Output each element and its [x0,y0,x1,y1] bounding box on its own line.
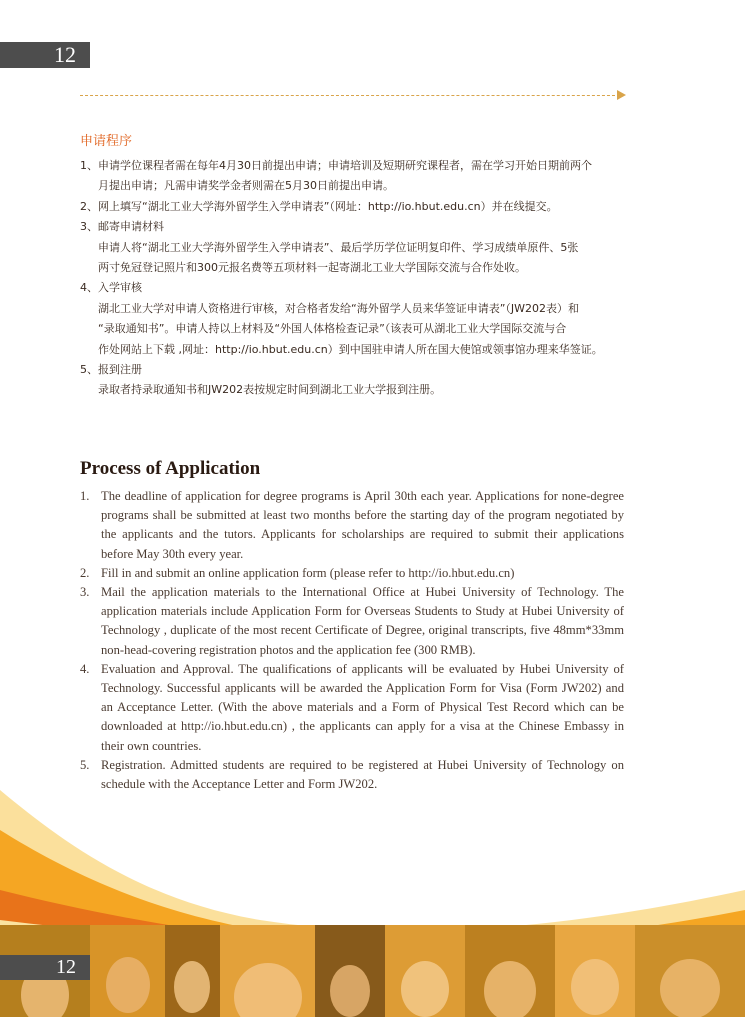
item-number: 4. [80,661,90,676]
chinese-line: 2、网上填写“湖北工业大学海外留学生入学申请表”（网址：http://io.hbut.edu.cn）并在线提交。 [80,199,558,213]
item-text: Registration. Admitted students are required to be registered at Hubei University of Technology on schedule with the Acceptance Letter and Form JW202. [101,757,624,792]
english-list-item [80,660,640,756]
student-photo-strip [0,925,745,1017]
item-text: Fill in and submit an online application form (please refer to http://io.hbut.edu.cn) [101,565,515,580]
english-section-title: Process of Application [80,458,261,479]
item-number: 3. [80,585,90,600]
item-text: The deadline of application for degree programs is April 30th each year. Applications for none-degree programs shall be submitted at least two months before the starting day of the program negotiated by the applicants and the tutors. Applicants for scholarships are required to submit their applications before May 30th every year. [101,489,624,561]
page-number-tab [0,42,90,68]
item-number: 2. [80,565,90,580]
dashed-divider [80,95,620,96]
chinese-line: “录取通知书”。申请人持以上材料及“外国人体格检查记录”（该表可从湖北工业大学国际交流与合 [98,322,567,336]
chinese-section-title: 申请程序 [80,134,133,149]
english-application-procedure [80,457,640,794]
english-list-item [80,583,640,660]
chinese-line: 4、入学审核 [80,281,142,295]
english-list-item [80,487,640,564]
chinese-line: 录取者持录取通知书和JW202表按规定时间到湖北工业大学报到注册。 [98,383,442,397]
chinese-line: 3、邮寄申请材料 [80,220,164,234]
item-text: Evaluation and Approval. The qualifications of applicants will be evaluated by Hubei University of Technology. Successful applicants will be awarded the Application Form for Visa (Form JW202) and an Acceptance Letter. (With the above materials and a Form of Physical Test Record which can be downloaded at http://io.hbut.edu.cn) , the applicants can apply for a visa at the Chinese Embassy in their own countries. [101,661,624,753]
item-number: 5. [80,757,90,772]
chinese-line: 两寸免冠登记照片和300元报名费等五项材料一起寄湖北工业大学国际交流与合作处收。 [98,261,526,275]
chinese-line: 湖北工业大学对申请人资格进行审核，对合格者发给“海外留学人员来华签证申请表”（JW202表）和 [98,301,580,315]
page-number: 12 [54,42,76,67]
chinese-line: 作处网站上下载 ,网址：http://io.hbut.edu.cn）到中国驻申请人所在国大使馆或领事馆办理来华签证。 [98,342,603,356]
chinese-line: 申请人将“湖北工业大学海外留学生入学申请表”、最后学历学位证明复印件、学习成绩单原件、5张 [98,240,579,254]
footer-page-number: 12 [56,956,76,978]
chinese-application-procedure [80,132,650,401]
chinese-line: 1、申请学位课程者需在每年4月30日前提出申请；申请培训及短期研究课程者，需在学习开始日期前两个 [80,159,592,172]
item-number: 1. [80,489,90,503]
footer-page-number-tab [0,955,90,980]
item-text: Mail the application materials to the International Office at Hubei University of Technology. The application materials include Application Form for Overseas Students to Study at Hubei University of Technology , duplicate of the most recent Certificate of Degree, original transcripts, five 48mm*33mm non-head-covering registration photos and the application fee (300 RMB). [101,585,624,657]
arrow-icon [617,90,626,100]
chinese-line: 5、报到注册 [80,363,142,377]
chinese-line: 月提出申请；凡需申请奖学金者则需在5月30日前提出申请。 [98,179,394,193]
english-list-item [80,564,640,583]
